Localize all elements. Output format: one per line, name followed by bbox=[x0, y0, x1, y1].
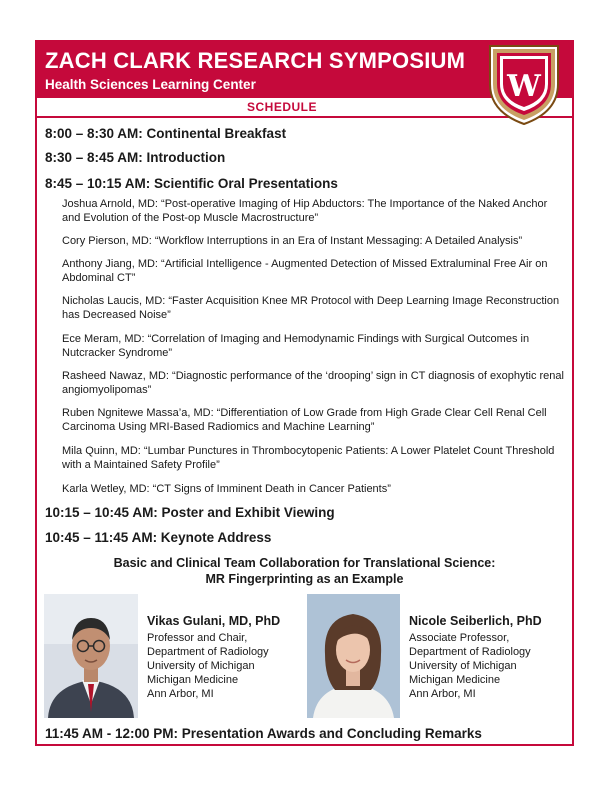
keynote-title-line-2: MR Fingerprinting as an Example bbox=[205, 572, 404, 586]
schedule-item-introduction: 8:30 – 8:45 AM: Introduction bbox=[45, 150, 226, 165]
page-subtitle: Health Sciences Learning Center bbox=[45, 77, 256, 92]
schedule-item-poster: 10:15 – 10:45 AM: Poster and Exhibit Viewing bbox=[45, 505, 335, 520]
speaker-detail: Ann Arbor, MI bbox=[147, 688, 214, 700]
talk-item: Anthony Jiang, MD: “Artificial Intelligence - Augmented Detection of Missed Extraluminal Free Air on Abdominal CT” bbox=[62, 258, 548, 284]
talk-item: Joshua Arnold, MD: “Post-operative Imaging of Hip Abductors: The Importance of the Naked Anchor and Evolution of the Post-op Muscle Macrostructure” bbox=[62, 198, 548, 224]
talk-item: Rasheed Nawaz, MD: “Diagnostic performance of the ‘drooping’ sign in CT diagnosis of exophytic renal angiomyolipomas” bbox=[62, 370, 564, 396]
crest-letter: W bbox=[507, 69, 541, 104]
talk-item: Cory Pierson, MD: “Workflow Interruptions in an Era of Instant Messaging: A Detailed Analysis” bbox=[62, 235, 523, 247]
speaker-detail: Michigan Medicine bbox=[409, 674, 501, 686]
talk-item: Ece Meram, MD: “Correlation of Imaging and Hemodynamic Findings with Surgical Outcomes in Nutcracker Syndrome” bbox=[62, 333, 530, 359]
schedule-item-keynote: 10:45 – 11:45 AM: Keynote Address bbox=[45, 530, 272, 545]
schedule-item-awards: 11:45 AM - 12:00 PM: Presentation Awards and Concluding Remarks bbox=[45, 726, 482, 741]
schedule-label: SCHEDULE bbox=[246, 100, 317, 114]
speaker-detail: University of Michigan bbox=[409, 660, 517, 672]
keynote-title-line-1: Basic and Clinical Team Collaboration for Translational Science: bbox=[113, 556, 496, 570]
university-crest-icon bbox=[486, 40, 562, 126]
speaker-detail: Professor and Chair, bbox=[147, 632, 248, 644]
schedule-item-oral-presentations: 8:45 – 10:15 AM: Scientific Oral Presentations bbox=[45, 176, 338, 191]
speaker-detail: Michigan Medicine bbox=[147, 674, 239, 686]
speaker-name: Nicole Seiberlich, PhD bbox=[409, 614, 542, 628]
talk-item: Nicholas Laucis, MD: “Faster Acquisition Knee MR Protocol with Deep Learning Image Reconstruction has Decreased Noise” bbox=[62, 295, 560, 321]
speaker-detail: Department of Radiology bbox=[409, 646, 531, 658]
talk-item: Mila Quinn, MD: “Lumbar Punctures in Thrombocytopenic Patients: A Lower Platelet Count Threshold with a Maintained Safety Profile” bbox=[62, 445, 555, 471]
speaker-detail: Associate Professor, bbox=[409, 632, 510, 644]
speaker-detail: University of Michigan bbox=[147, 660, 255, 672]
speaker-photo-seiberlich bbox=[307, 594, 400, 718]
speaker-photo-gulani bbox=[44, 594, 138, 718]
speaker-detail: Department of Radiology bbox=[147, 646, 269, 658]
schedule-item-breakfast: 8:00 – 8:30 AM: Continental Breakfast bbox=[45, 126, 287, 141]
page-title: ZACH CLARK RESEARCH SYMPOSIUM bbox=[45, 48, 466, 73]
talk-item: Ruben Ngnitewe Massa’a, MD: “Differentiation of Low Grade from High Grade Clear Cell Renal Cell Carcinoma Using MRI-Based Radiomics and Machine Learning” bbox=[62, 407, 547, 433]
talk-item: Karla Wetley, MD: “CT Signs of Imminent Death in Cancer Patients” bbox=[62, 483, 391, 495]
speaker-detail: Ann Arbor, MI bbox=[409, 688, 476, 700]
speaker-name: Vikas Gulani, MD, PhD bbox=[147, 614, 281, 628]
